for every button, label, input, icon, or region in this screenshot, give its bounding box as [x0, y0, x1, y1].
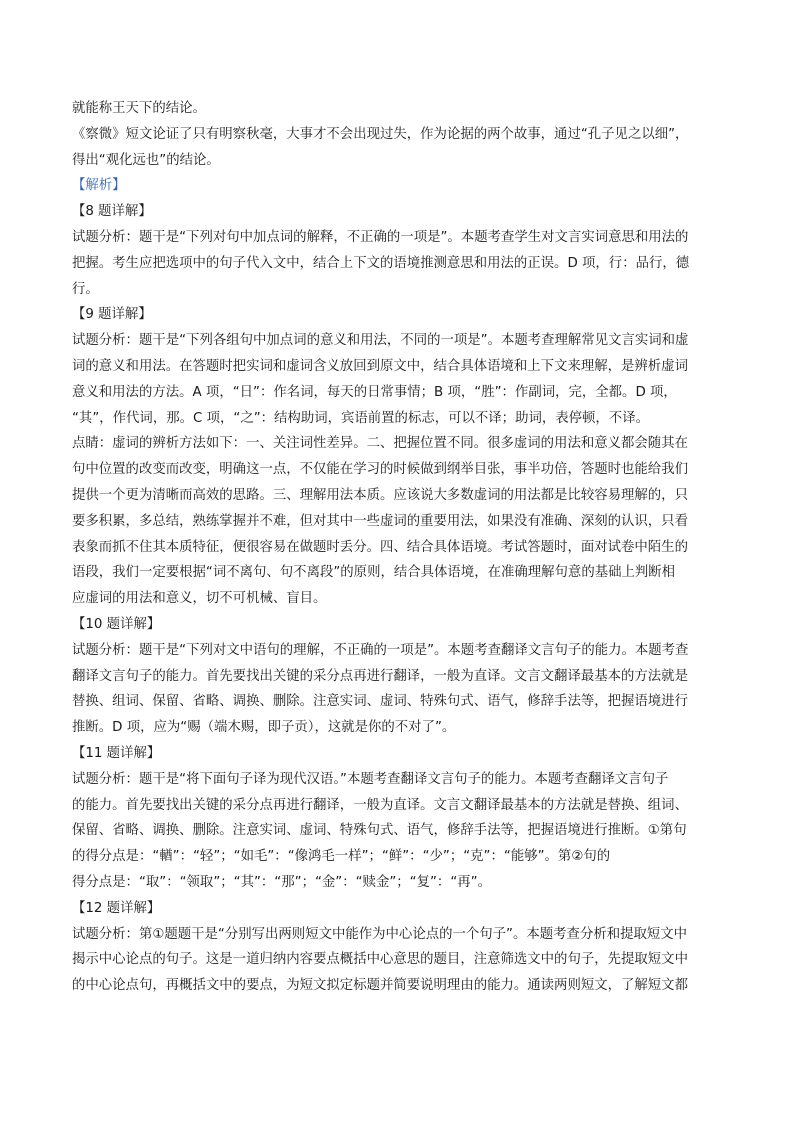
question-heading: 【11 题详解】 [72, 745, 161, 761]
paragraph-line: 把握。考生应把选项中的句子代入文中，结合上下文的语境推测意思和用法的正误。D 项，行：品行，德 [72, 255, 690, 271]
paragraph-line: 应虚词的用法和意义，切不可机械、盲目。 [72, 591, 327, 607]
paragraph-line: 试题分析：题干是“下列各组句中加点词的意义和用法，不同的一项是”。本题考查理解常见文言实词和虚 [72, 333, 689, 349]
paragraph-line: 的中心论点句，再概括文中的要点，为短文拟定标题并简要说明理由的能力。通读两则短文，了解短文都 [72, 978, 688, 994]
paragraph-line: 的得分点是：“輶”：“轻”；“如毛”：“像鸿毛一样”；“鲜”：“少”；“克”：“能够”。第②句的 [72, 849, 611, 865]
document-body [72, 96, 724, 999]
paragraph-line: 点睛：虚词的辨析方法如下：一、关注词性差异。二、把握位置不同。很多虚词的用法和意义都会随其在 [72, 436, 688, 452]
paragraph-line: 的能力。首先要找出关键的采分点再进行翻译，一般为直译。文言文翻译最基本的方法就是替换、组词、 [72, 797, 688, 813]
paragraph-line: 得出“观化远也”的结论。 [72, 152, 220, 168]
paragraph-line: 翻译文言句子的能力。首先要找出关键的采分点再进行翻译，一般为直译。文言文翻译最基本的方法就是 [72, 668, 688, 684]
paragraph-line: 语段，我们一定要根据“词不离句、句不离段”的原则，结合具体语境，在准确理解句意的基础上判断相 [72, 565, 676, 581]
paragraph-line: 表象而抓不住其本质特征，便很容易在做题时丢分。四、结合具体语境。考试答题时，面对试卷中陌生的 [72, 539, 688, 555]
paragraph-line: 意义和用法的方法。A 项，“日”：作名词，每天的日常事情；B 项，“胜”：作副词，完，全都。D 项， [72, 384, 677, 400]
paragraph-line: “其”，作代词，那。C 项，“之”：结构助词，宾语前置的标志，可以不译；助词，表停顿，不译。 [72, 410, 649, 426]
paragraph-line: 要多积累，多总结，熟练掌握并不难，但对其中一些虚词的重要用法，如果没有准确、深刻的认识，只看 [72, 513, 688, 529]
paragraph-line: 试题分析：第①题题干是“分别写出两则短文中能作为中心论点的一个句子”。本题考查分析和提取短文中 [72, 926, 688, 942]
paragraph-line: 替换、组词、保留、省略、调换、删除。注意实词、虚词、特殊句式、语气，修辞手法等，把握语境进行 [72, 694, 688, 710]
paragraph-line: 试题分析：题干是“将下面句子译为现代汉语。”本题考查翻译文言句子的能力。本题考查翻译文言句子 [72, 771, 669, 787]
paragraph-line: 得分点是：“取”：“领取”；“其”：“那”；“金”：“赎金”；“复”：“再”。 [72, 874, 491, 890]
paragraph-line: 词的意义和用法。在答题时把实词和虚词含义放回到原文中，结合具体语境和上下文来理解，是辨析虚词 [72, 358, 688, 374]
paragraph-line: 推断。D 项，应为“赐（端木赐，即子贡），这就是你的不对了”。 [72, 720, 456, 736]
question-heading: 【10 题详解】 [72, 616, 161, 632]
paragraph-line: 试题分析：题干是“下列对文中语句的理解，不正确的一项是”。本题考查翻译文言句子的能力。本题考查 [72, 642, 689, 658]
analysis-label: 【解析】 [72, 178, 126, 194]
paragraph-line: 就能称王天下的结论。 [72, 101, 206, 116]
paragraph-line: 揭示中心论点的句子。这是一道归纳内容要点概括中心意思的题目，注意筛选文中的句子，先提取短文中 [72, 952, 688, 968]
question-heading: 【9 题详解】 [72, 307, 152, 323]
paragraph-line: 《察微》短文论证了只有明察秋毫，大事才不会出现过失，作为论据的两个故事，通过“孔子见之以细”， [72, 126, 689, 142]
question-heading: 【12 题详解】 [72, 900, 161, 916]
question-heading: 【8 题详解】 [72, 204, 152, 220]
paragraph-line: 句中位置的改变而改变，明确这一点，不仅能在学习的时候做到纲举目张，事半功倍，答题时也能给我们 [72, 462, 688, 478]
paragraph-line: 提供一个更为清晰而高效的思路。三、理解用法本质。应该说大多数虚词的用法都是比较容易理解的，只 [72, 487, 688, 503]
paragraph-line: 行。 [72, 281, 99, 297]
paragraph-line: 试题分析：题干是“下列对句中加点词的解释，不正确的一项是”。本题考查学生对文言实词意思和用法的 [72, 229, 689, 245]
paragraph-line: 保留、省略、调换、删除。注意实词、虚词、特殊句式、语气，修辞手法等，把握语境进行推断。①第句 [72, 823, 687, 839]
